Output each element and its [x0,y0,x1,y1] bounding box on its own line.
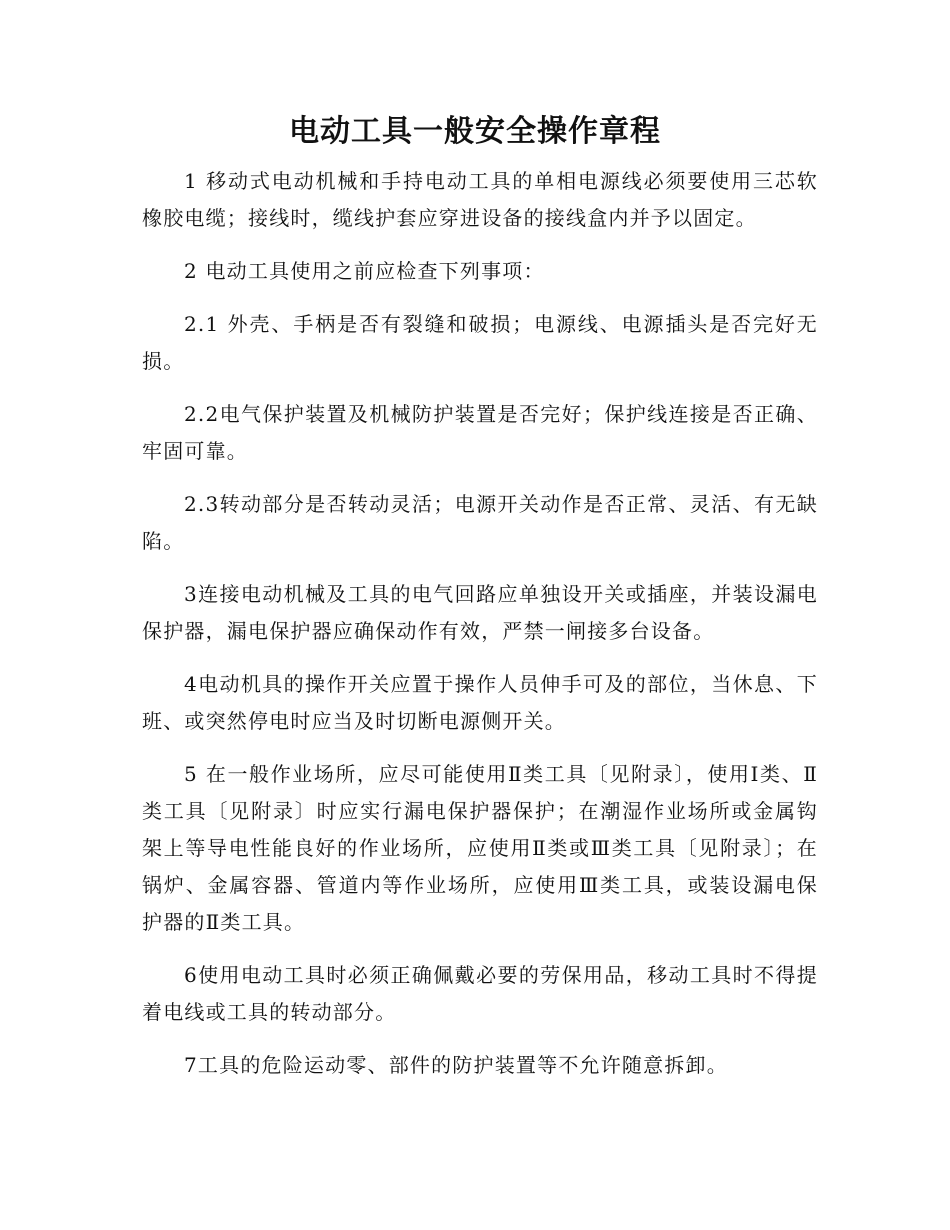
paragraph-7: 7工具的危险运动零、部件的防护装置等不允许随意拆卸。 [184,1053,728,1077]
paragraph-2-1: 2.1 外壳、手柄是否有裂缝和破损；电源线、电源插头是否完好无损。 [142,312,818,373]
paragraph-5: 5 在一般作业场所，应尽可能使用Ⅱ类工具〔见附录〕，使用Ⅰ类、Ⅱ类工具〔见附录〕时应实行漏电保护器保护；在潮湿作业场所或金属钩架上等导电性能良好的作业场所，应使用Ⅱ类或Ⅲ类工具〔见附录〕；在锅炉、金属容器、管道内等作业场所，应使用Ⅲ类工具，或装设漏电保护器的Ⅱ类工具。 [142,762,818,934]
paragraph-4: 4电动机具的操作开关应置于操作人员伸手可及的部位，当休息、下班、或突然停电时应当及时切断电源侧开关。 [142,672,818,733]
paragraph-1: 1 移动式电动机械和手持电动工具的单相电源线必须要使用三芯软橡胶电缆；接线时，缆线护套应穿进设备的接线盒内并予以固定。 [142,169,818,230]
paragraph-2-2: 2.2电气保护装置及机械防护装置是否完好；保护线连接是否正确、牢固可靠。 [142,402,818,463]
document-body [142,163,818,1100]
paragraph-6: 6使用电动工具时必须正确佩戴必要的劳保用品，移动工具时不得提着电线或工具的转动部分。 [142,963,818,1024]
paragraph-2-3: 2.3转动部分是否转动灵活；电源开关动作是否正常、灵活、有无缺陷。 [142,492,818,553]
paragraph-2: 2 电动工具使用之前应检查下列事项： [184,259,545,283]
paragraph-3: 3连接电动机械及工具的电气回路应单独设开关或插座，并装设漏电保护器，漏电保护器应确保动作有效，严禁一闸接多台设备。 [142,582,818,643]
document-title: 电动工具一般安全操作章程 [289,114,661,149]
